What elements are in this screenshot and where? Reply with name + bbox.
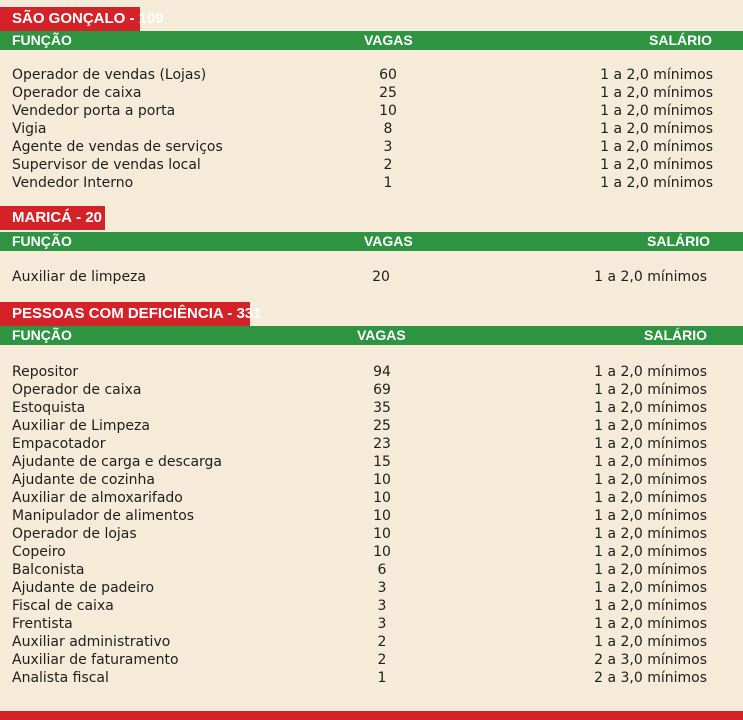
cell-vagas: 15 <box>373 454 391 470</box>
cell-salario: 1 a 2,0 mínimos <box>600 157 713 173</box>
cell-salario: 1 a 2,0 mínimos <box>594 364 707 380</box>
table-row <box>0 174 743 192</box>
cell-salario: 1 a 2,0 mínimos <box>594 269 707 285</box>
cell-funcao: Vendedor porta a porta <box>12 103 176 119</box>
cell-vagas: 1 <box>383 175 393 191</box>
cell-salario: 1 a 2,0 mínimos <box>594 490 707 506</box>
cell-funcao: Agente de vendas de serviços <box>12 139 223 155</box>
table-row <box>0 579 743 597</box>
header-salario: SALÁRIO <box>647 233 710 249</box>
header-salario: SALÁRIO <box>644 327 707 343</box>
cell-funcao: Copeiro <box>12 544 66 560</box>
cell-salario: 1 a 2,0 mínimos <box>594 400 707 416</box>
table-row <box>0 417 743 435</box>
table-header <box>0 232 743 251</box>
table-row <box>0 561 743 579</box>
table-body <box>0 268 743 286</box>
cell-vagas: 20 <box>372 269 390 285</box>
table-row <box>0 651 743 669</box>
cell-funcao: Analista fiscal <box>12 670 109 686</box>
cell-vagas: 3 <box>377 598 387 614</box>
cell-salario: 1 a 2,0 mínimos <box>594 580 707 596</box>
cell-vagas: 2 <box>383 157 393 173</box>
table-row <box>0 453 743 471</box>
table-header <box>0 31 743 50</box>
section-title: MARICÁ - 20 <box>0 206 105 230</box>
cell-funcao: Operador de vendas (Lojas) <box>12 67 207 83</box>
cell-vagas: 3 <box>377 616 387 632</box>
cell-funcao: Auxiliar de almoxarifado <box>12 490 183 506</box>
table-row <box>0 615 743 633</box>
table-row <box>0 489 743 507</box>
cell-vagas: 60 <box>379 67 397 83</box>
header-funcao: FUNÇÃO <box>12 327 72 343</box>
cell-vagas: 3 <box>383 139 393 155</box>
cell-salario: 1 a 2,0 mínimos <box>600 139 713 155</box>
cell-vagas: 69 <box>373 382 391 398</box>
table-row <box>0 633 743 651</box>
cell-salario: 1 a 2,0 mínimos <box>600 175 713 191</box>
table-body <box>0 66 743 192</box>
cell-funcao: Manipulador de alimentos <box>12 508 195 524</box>
cell-funcao: Empacotador <box>12 436 106 452</box>
table-header <box>0 326 743 345</box>
cell-vagas: 23 <box>373 436 391 452</box>
cell-salario: 1 a 2,0 mínimos <box>594 508 707 524</box>
cell-salario: 2 a 3,0 mínimos <box>594 652 707 668</box>
cell-vagas: 10 <box>373 508 391 524</box>
table-row <box>0 597 743 615</box>
table-row <box>0 66 743 84</box>
cell-vagas: 94 <box>373 364 391 380</box>
cell-vagas: 10 <box>373 526 391 542</box>
cell-vagas: 10 <box>373 490 391 506</box>
header-funcao: FUNÇÃO <box>12 32 72 48</box>
cell-salario: 1 a 2,0 mínimos <box>594 598 707 614</box>
cell-funcao: Vigia <box>12 121 47 137</box>
cell-vagas: 2 <box>377 634 387 650</box>
cell-vagas: 6 <box>377 562 387 578</box>
cell-vagas: 10 <box>379 103 397 119</box>
table-row <box>0 471 743 489</box>
table-row <box>0 525 743 543</box>
cell-vagas: 3 <box>377 580 387 596</box>
cell-funcao: Ajudante de cozinha <box>12 472 156 488</box>
cell-funcao: Auxiliar de Limpeza <box>12 418 150 434</box>
cell-vagas: 10 <box>373 544 391 560</box>
cell-funcao: Operador de caixa <box>12 382 142 398</box>
cell-salario: 1 a 2,0 mínimos <box>600 67 713 83</box>
cell-salario: 1 a 2,0 mínimos <box>594 562 707 578</box>
header-vagas: VAGAS <box>364 32 413 48</box>
cell-funcao: Ajudante de carga e descarga <box>12 454 222 470</box>
cell-vagas: 1 <box>377 670 387 686</box>
cell-salario: 1 a 2,0 mínimos <box>594 454 707 470</box>
cell-funcao: Operador de caixa <box>12 85 142 101</box>
bottom-divider <box>0 711 743 720</box>
header-vagas: VAGAS <box>364 233 413 249</box>
cell-funcao: Ajudante de padeiro <box>12 580 155 596</box>
table-row <box>0 120 743 138</box>
table-row <box>0 435 743 453</box>
cell-vagas: 25 <box>379 85 397 101</box>
cell-salario: 2 a 3,0 mínimos <box>594 670 707 686</box>
cell-funcao: Vendedor Interno <box>12 175 134 191</box>
cell-salario: 1 a 2,0 mínimos <box>594 616 707 632</box>
cell-vagas: 35 <box>373 400 391 416</box>
header-funcao: FUNÇÃO <box>12 233 72 249</box>
cell-salario: 1 a 2,0 mínimos <box>600 121 713 137</box>
table-row <box>0 102 743 120</box>
cell-salario: 1 a 2,0 mínimos <box>594 472 707 488</box>
table-row <box>0 363 743 381</box>
table-body <box>0 363 743 687</box>
cell-salario: 1 a 2,0 mínimos <box>600 103 713 119</box>
table-row <box>0 138 743 156</box>
cell-funcao: Supervisor de vendas local <box>12 157 201 173</box>
cell-salario: 1 a 2,0 mínimos <box>594 436 707 452</box>
table-row <box>0 84 743 102</box>
cell-salario: 1 a 2,0 mínimos <box>594 382 707 398</box>
table-row <box>0 156 743 174</box>
cell-vagas: 10 <box>373 472 391 488</box>
cell-salario: 1 a 2,0 mínimos <box>594 544 707 560</box>
header-vagas: VAGAS <box>357 327 406 343</box>
table-row <box>0 543 743 561</box>
table-row <box>0 381 743 399</box>
cell-salario: 1 a 2,0 mínimos <box>594 526 707 542</box>
cell-vagas: 25 <box>373 418 391 434</box>
cell-funcao: Auxiliar de faturamento <box>12 652 179 668</box>
cell-funcao: Operador de lojas <box>12 526 137 542</box>
cell-funcao: Repositor <box>12 364 79 380</box>
table-row <box>0 507 743 525</box>
cell-funcao: Frentista <box>12 616 73 632</box>
cell-salario: 1 a 2,0 mínimos <box>600 85 713 101</box>
cell-funcao: Auxiliar administrativo <box>12 634 171 650</box>
table-row <box>0 399 743 417</box>
cell-vagas: 2 <box>377 652 387 668</box>
header-salario: SALÁRIO <box>649 32 712 48</box>
cell-funcao: Estoquista <box>12 400 86 416</box>
table-row <box>0 669 743 687</box>
cell-funcao: Auxiliar de limpeza <box>12 269 146 285</box>
cell-vagas: 8 <box>383 121 393 137</box>
table-row <box>0 268 743 286</box>
section-title: PESSOAS COM DEFICIÊNCIA - 331 <box>0 302 250 326</box>
cell-funcao: Fiscal de caixa <box>12 598 114 614</box>
cell-salario: 1 a 2,0 mínimos <box>594 418 707 434</box>
cell-salario: 1 a 2,0 mínimos <box>594 634 707 650</box>
section-title: SÃO GONÇALO - 109 <box>0 7 140 31</box>
cell-funcao: Balconista <box>12 562 85 578</box>
